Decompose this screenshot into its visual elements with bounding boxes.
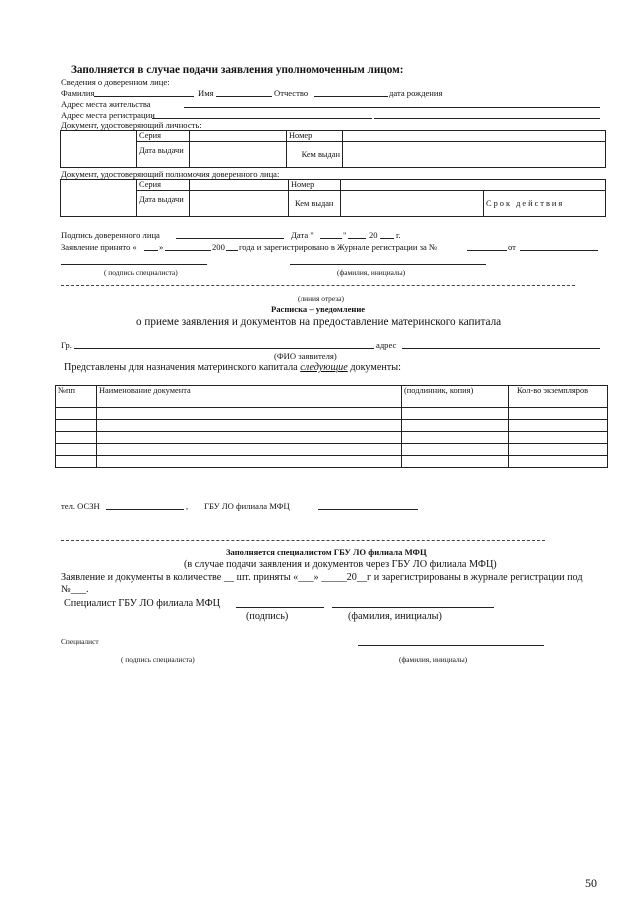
- table-cell[interactable]: [97, 432, 402, 444]
- section1-heading: Заполняется в случае подачи заявления уполномоченным лицом:: [71, 64, 404, 76]
- section2-sub: (в случае подачи заявления и документов через ГБУ ЛО филиала МФЦ): [184, 559, 497, 570]
- accepted-day-field[interactable]: [144, 250, 158, 251]
- table-cell[interactable]: [56, 408, 97, 420]
- auth-number-value[interactable]: [341, 180, 606, 191]
- table-row: [56, 432, 608, 444]
- presented-tail: документы:: [350, 362, 401, 373]
- mfc-label: ГБУ ЛО филиала МФЦ: [204, 501, 290, 511]
- auth-number-label: Номер: [289, 180, 341, 191]
- presented-intro: [64, 362, 401, 374]
- id-number-label: Номер: [287, 131, 343, 142]
- date-year-suffix: г.: [396, 230, 401, 240]
- section2-name-caption: (фамилия, инициалы): [348, 611, 442, 622]
- table-cell[interactable]: [509, 408, 608, 420]
- surname-label: Фамилия: [61, 88, 95, 98]
- auth-issue-date-label: Дата выдачи: [137, 191, 190, 217]
- accepted-year: 200: [212, 242, 225, 252]
- authority-document-label: Документ, удостоверяющий полномочия доверенного лица:: [61, 169, 280, 179]
- date-quote: ": [343, 230, 347, 240]
- table-cell[interactable]: [56, 456, 97, 468]
- specialist-mfc-signature-field[interactable]: [236, 607, 324, 608]
- table-cell[interactable]: [402, 432, 509, 444]
- table-row: [56, 444, 608, 456]
- table-row: [56, 456, 608, 468]
- specialist-name-line-2[interactable]: [358, 645, 544, 646]
- section-divider: [61, 540, 545, 541]
- registration-address-label: Адрес места регистрации: [61, 110, 155, 120]
- citizen-label: Гр.: [61, 340, 72, 350]
- accepted-mid: »: [159, 242, 164, 252]
- registration-number-field[interactable]: [467, 250, 507, 251]
- registration-address-field-2[interactable]: [374, 118, 600, 119]
- id-issued-by-label: Кем выдан: [287, 142, 343, 168]
- table-cell[interactable]: [402, 408, 509, 420]
- specialist-signature-caption: ( подпись специалиста): [104, 268, 178, 277]
- table-cell[interactable]: [509, 420, 608, 432]
- accepted-from: от: [508, 242, 516, 252]
- name-field[interactable]: [216, 96, 272, 97]
- residence-address-field[interactable]: [184, 107, 600, 108]
- table-cell[interactable]: [509, 456, 608, 468]
- table-cell[interactable]: [97, 456, 402, 468]
- date-label: Дата ": [291, 230, 314, 240]
- section2-line1: Заявление и документы в количестве __ шт. приняты «___» _____20__г и зарегистрированы в журнале регистрации под: [61, 572, 583, 583]
- section2-heading: Заполняется специалистом ГБУ ЛО филиала МФЦ: [226, 547, 427, 557]
- id-number-value[interactable]: [343, 131, 606, 142]
- address-label: адрес: [376, 340, 397, 350]
- specialist-signature-caption-2: ( подпись специалиста): [121, 655, 195, 664]
- specialist-mfc-name-field[interactable]: [332, 607, 494, 608]
- table-cell[interactable]: [402, 444, 509, 456]
- date-month-field[interactable]: [348, 238, 366, 239]
- accepted-year-field[interactable]: [226, 250, 238, 251]
- table-cell[interactable]: [402, 456, 509, 468]
- authority-document-table: [60, 179, 606, 217]
- receipt-subtitle: о приеме заявления и документов на предоставление материнского капитала: [136, 316, 502, 328]
- signature-caption: (подпись): [246, 611, 289, 622]
- mfc-phone-field[interactable]: [318, 509, 418, 510]
- cut-line: [61, 285, 575, 286]
- table-cell[interactable]: [509, 444, 608, 456]
- specialist-mfc-label: Специалист ГБУ ЛО филиала МФЦ: [64, 598, 220, 609]
- accepted-prefix: Заявление принято «: [61, 242, 137, 252]
- patronymic-field[interactable]: [314, 96, 388, 97]
- table-cell[interactable]: [97, 444, 402, 456]
- col-document-name-header: Наименование документа: [97, 386, 402, 408]
- residence-address-label: Адрес места жительства: [61, 99, 151, 109]
- col-copies-header: Кол-во экземпляров: [509, 386, 608, 408]
- auth-issued-by-label: Кем выдан: [289, 191, 341, 217]
- id-series-label: Серия: [137, 131, 190, 142]
- auth-series-label: Серия: [137, 180, 190, 191]
- registration-address-field[interactable]: [152, 118, 372, 119]
- id-issue-date-label: Дата выдачи: [137, 142, 190, 168]
- trustee-info-label: Сведения о доверенном лице:: [61, 77, 170, 87]
- cut-line-caption: (линия отреза): [298, 294, 344, 303]
- section2-line2: №___.: [61, 584, 89, 595]
- id-issue-date-value[interactable]: [190, 142, 287, 168]
- receipt-title: Расписка – уведомление: [271, 304, 366, 314]
- name-initials-caption-2: (фамилия, инициалы): [399, 655, 468, 664]
- patronymic-label: Отчество: [274, 88, 309, 98]
- table-cell[interactable]: [97, 420, 402, 432]
- auth-issued-by-value[interactable]: [341, 191, 484, 217]
- specialist-label: Специалист: [61, 637, 99, 646]
- specialist-name-line[interactable]: [290, 264, 486, 265]
- phone-oszn-label: тел. ОСЗН: [61, 501, 100, 511]
- name-initials-caption: (фамилия, инициалы): [337, 268, 406, 277]
- address-field[interactable]: [402, 348, 600, 349]
- citizen-name-field[interactable]: [74, 348, 374, 349]
- phone-oszn-field[interactable]: [106, 509, 184, 510]
- table-cell[interactable]: [56, 432, 97, 444]
- id-issued-by-value[interactable]: [343, 142, 606, 168]
- trustee-signature-label: Подпись доверенного лица: [61, 230, 160, 240]
- specialist-signature-line[interactable]: [61, 264, 207, 265]
- col-original-copy-header: (подлинник, копия): [402, 386, 509, 408]
- table-cell[interactable]: [509, 432, 608, 444]
- accepted-month-field[interactable]: [165, 250, 211, 251]
- table-cell[interactable]: [97, 408, 402, 420]
- id-document-table: [60, 130, 606, 168]
- auth-issue-date-value[interactable]: [190, 191, 289, 217]
- name-label: Имя: [198, 88, 214, 98]
- surname-field[interactable]: [94, 96, 194, 97]
- table-cell[interactable]: [56, 444, 97, 456]
- id-document-label: Документ, удостоверяющий личность:: [61, 120, 202, 130]
- table-row: [56, 420, 608, 432]
- date-year-20: 20: [369, 230, 378, 240]
- documents-table: [55, 385, 608, 468]
- presented-intro-text: Представлены для назначения материнского капитала: [64, 362, 298, 373]
- date-day-field[interactable]: [320, 238, 342, 239]
- auth-validity-label: Срок действия: [484, 191, 606, 217]
- registration-date-field[interactable]: [520, 250, 598, 251]
- table-cell[interactable]: [402, 420, 509, 432]
- id-series-value[interactable]: [190, 131, 287, 142]
- presented-following: следующие: [300, 362, 348, 373]
- applicant-fio-caption: (ФИО заявителя): [274, 351, 337, 361]
- trustee-signature-field[interactable]: [176, 238, 284, 239]
- date-year-field[interactable]: [380, 238, 394, 239]
- id-table-blank-cell: [61, 131, 137, 168]
- page-number: 50: [585, 876, 597, 890]
- table-cell[interactable]: [56, 420, 97, 432]
- table-row: [56, 408, 608, 420]
- auth-table-blank-cell: [61, 180, 137, 217]
- col-number-header: №пп: [56, 386, 97, 408]
- accepted-tail: года и зарегистрировано в Журнале регистрации за №: [239, 242, 438, 252]
- auth-series-value[interactable]: [190, 180, 289, 191]
- birth-date-label: дата рождения: [389, 88, 443, 98]
- phone-comma: ,: [186, 501, 189, 511]
